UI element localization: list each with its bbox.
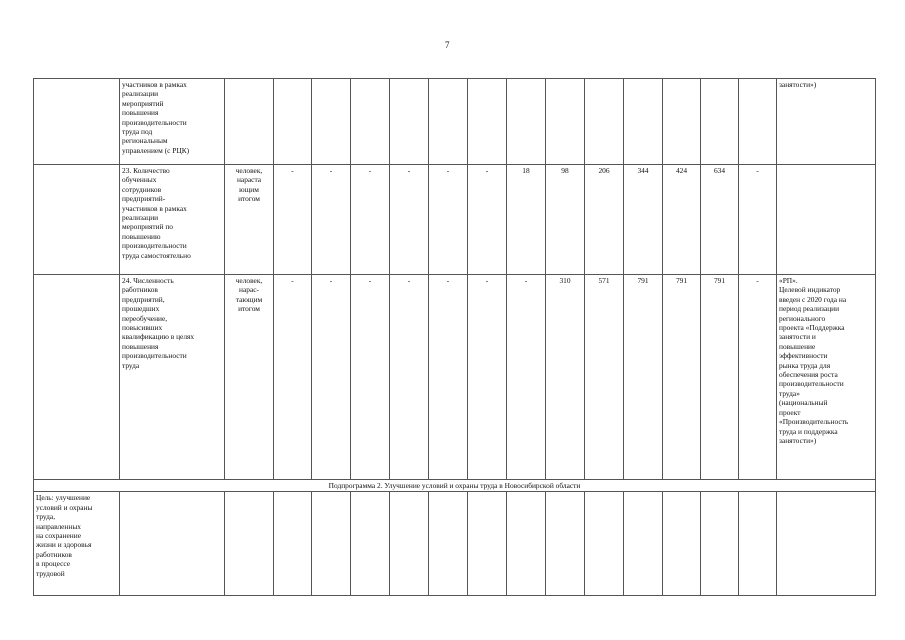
value-cell: 791 — [701, 275, 739, 480]
subprogram-title: Подпрограмма 2. Улучшение условий и охраны труда в Новосибирской области — [34, 480, 876, 492]
value-cell: 310 — [546, 275, 585, 480]
value-cell: 634 — [701, 165, 739, 275]
note-cell: «РП». Целевой индикатор введен с 2020 года на период реализации регионального проекта «Поддержка занятости и повышение эффективности рынка труда для обеспечения роста производительности труда» (национальный проект «Производительность труда и поддержка занятости») — [777, 275, 876, 480]
value-cell: 18 — [507, 165, 546, 275]
value-cell: - — [739, 275, 777, 480]
value-cell — [351, 79, 390, 165]
value-cell: - — [312, 275, 351, 480]
value-cell — [274, 79, 312, 165]
value-cell — [624, 79, 663, 165]
value-cell — [701, 492, 739, 596]
value-cell: - — [351, 165, 390, 275]
value-cell: - — [507, 275, 546, 480]
value-cell: - — [312, 165, 351, 275]
value-cell — [585, 492, 624, 596]
note-cell — [777, 165, 876, 275]
table-row — [34, 165, 876, 275]
value-cell: - — [390, 275, 429, 480]
note-cell: занятости») — [777, 79, 876, 165]
value-cell: 344 — [624, 165, 663, 275]
value-cell: - — [468, 275, 507, 480]
value-cell: 424 — [663, 165, 701, 275]
value-cell: - — [468, 165, 507, 275]
value-cell — [390, 492, 429, 596]
value-cell: 791 — [663, 275, 701, 480]
goal-cell: Цель: улучшение условий и охраны труда, направленных на сохранение жизни и здоровья работников в процессе трудовой — [34, 492, 120, 596]
value-cell — [701, 79, 739, 165]
value-cell: 98 — [546, 165, 585, 275]
table-row — [34, 79, 876, 165]
value-cell — [624, 492, 663, 596]
value-cell — [546, 79, 585, 165]
indicator-cell: 24. Численность работников предприятий, прошедших переобучение, повысивших квалификацию в целях повышения производительности труда — [120, 275, 225, 480]
table-row — [34, 492, 876, 596]
value-cell — [390, 79, 429, 165]
indicator-cell: 23. Количество обученных сотрудников предприятий- участников в рамках реализации мероприятий по повышению производительности труда самостоятельно — [120, 165, 225, 275]
page-number: 7 — [445, 40, 450, 50]
indicators-table — [33, 78, 876, 596]
value-cell: 571 — [585, 275, 624, 480]
table-row — [34, 275, 876, 480]
value-cell — [585, 79, 624, 165]
note-cell — [777, 492, 876, 596]
value-cell: 791 — [624, 275, 663, 480]
value-cell — [507, 79, 546, 165]
unit-cell: человек, нарас- тающим итогом — [225, 275, 274, 480]
value-cell — [351, 492, 390, 596]
value-cell — [312, 79, 351, 165]
unit-cell: человек, нараста ющим итогом — [225, 165, 274, 275]
value-cell — [429, 79, 468, 165]
value-cell — [468, 79, 507, 165]
value-cell — [663, 79, 701, 165]
value-cell: - — [429, 165, 468, 275]
value-cell: - — [351, 275, 390, 480]
value-cell — [739, 492, 777, 596]
value-cell: - — [390, 165, 429, 275]
value-cell: - — [429, 275, 468, 480]
indicator-cell: участников в рамках реализации мероприятий повышения производительности труда под региональным управлением (с РЦК) — [120, 79, 225, 165]
indicator-cell — [120, 492, 225, 596]
value-cell — [429, 492, 468, 596]
value-cell — [739, 79, 777, 165]
value-cell: - — [274, 275, 312, 480]
goal-cell — [34, 275, 120, 480]
value-cell — [274, 492, 312, 596]
value-cell — [468, 492, 507, 596]
value-cell — [546, 492, 585, 596]
goal-cell — [34, 79, 120, 165]
unit-cell — [225, 492, 274, 596]
value-cell: 206 — [585, 165, 624, 275]
subprogram-row — [34, 480, 876, 492]
unit-cell — [225, 79, 274, 165]
value-cell: - — [739, 165, 777, 275]
value-cell — [663, 492, 701, 596]
value-cell — [507, 492, 546, 596]
goal-cell — [34, 165, 120, 275]
value-cell: - — [274, 165, 312, 275]
value-cell — [312, 492, 351, 596]
